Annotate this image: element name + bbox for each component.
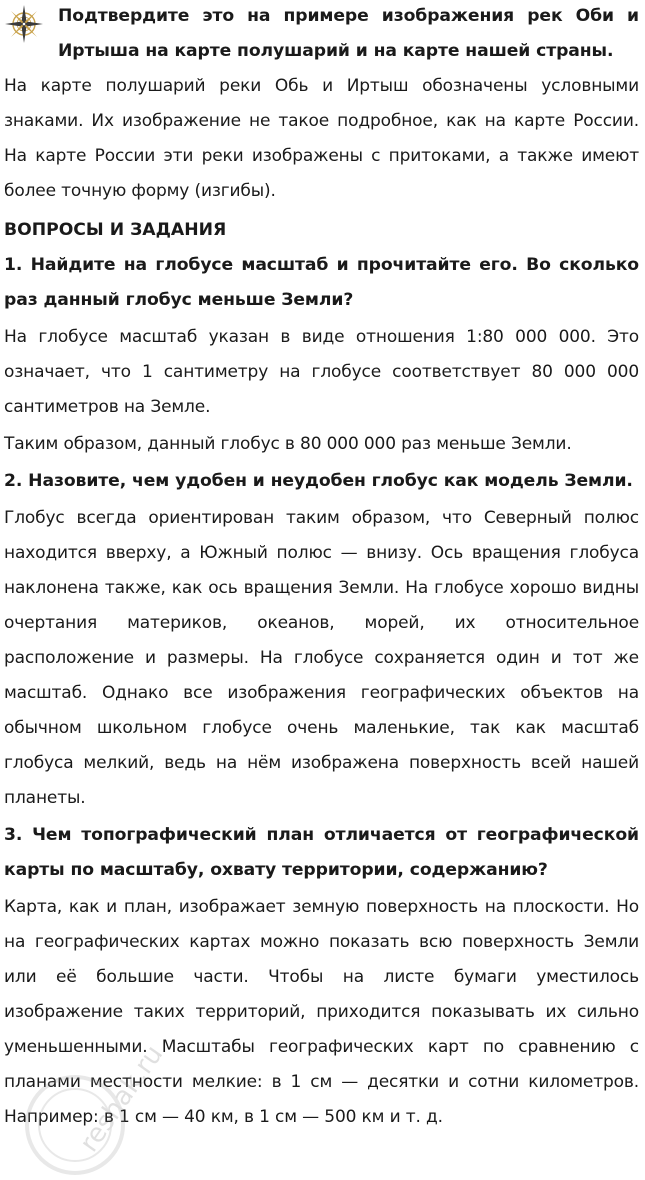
question-1-text: 1. Найдите на глобусе масштаб и прочитайте его. Во сколько раз данный глобус меньше Земли? xyxy=(4,255,639,310)
question-3-answer: Карта, как и план, изображает земную поверхность на плоскости. Но на географических картах можно показать всю поверхность Земли или её большие части. Чтобы на листе бумаги уместилось изображение таких территорий, приходится показывать их сильно уменьшенными. Масштабы географических карт по сравнению с планами местности мелкие: в 1 см — десятки и сотни километров. Например: в 1 см — 40 км, в 1 см — 500 км и т. д. xyxy=(4,897,639,1127)
intro-question-block xyxy=(4,2,639,69)
intro-answer-text: На карте полушарий реки Обь и Иртыш обозначены условными знаками. Их изображение не такое подробное, как на карте России. На карте России эти реки изображены с притоками, а также имеют более точную форму (изгибы). xyxy=(4,76,639,201)
intro-question-text: Подтвердите это на примере изображения рек Оби и Иртыша на карте полушарий и на карте нашей страны. xyxy=(58,6,639,61)
question-3-text: 3. Чем топографический план отличается от географической карты по масштабу, охвату территории, содержанию? xyxy=(4,825,639,880)
question-1-answer-2: Таким образом, данный глобус в 80 000 000 раз меньше Земли. xyxy=(4,434,572,454)
question-1-answer-1: На глобусе масштаб указан в виде отношения 1:80 000 000. Это означает, что 1 сантиметру на глобусе соответствует 80 000 000 сантиметров на Земле. xyxy=(4,327,639,417)
section-title: ВОПРОСЫ И ЗАДАНИЯ xyxy=(4,220,227,240)
question-2-text: 2. Назовите, чем удобен и неудобен глобус как модель Земли. xyxy=(4,471,633,491)
question-2-answer: Глобус всегда ориентирован таким образом, что Северный полюс находится вверху, а Южный полюс — внизу. Ось вращения глобуса наклонена также, как ось вращения Земли. На глобусе хорошо видны очертания материков, океанов, морей, их относительное расположение и размеры. На глобусе сохраняется один и тот же масштаб. Однако все изображения географических объектов на обычном школьном глобусе очень маленькие, так как масштаб глобуса мелкий, ведь на нём изображена поверхность всей нашей планеты. xyxy=(4,508,639,808)
compass-rose-icon xyxy=(4,4,44,44)
watermark-text: reshak.ru xyxy=(74,1040,170,1158)
